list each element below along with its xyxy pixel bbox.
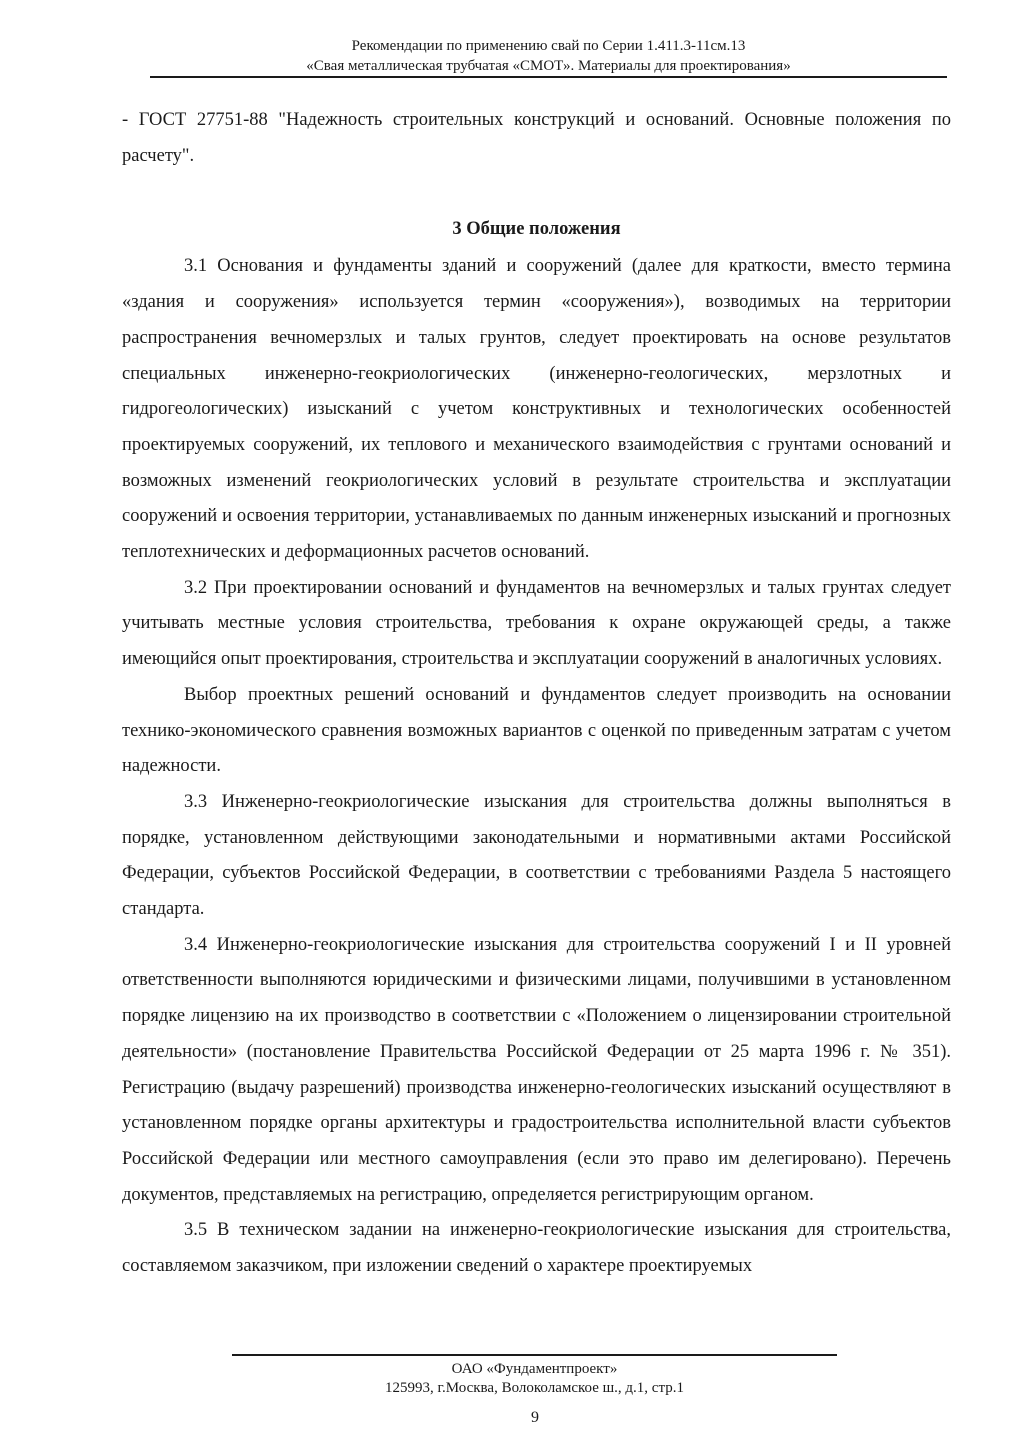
document-body xyxy=(122,103,951,1285)
header-line-2: «Свая металлическая трубчатая «СМОТ». Материалы для проектирования» xyxy=(306,58,791,74)
paragraph-3-2-continued: Выбор проектных решений оснований и фундаментов следует производить на основании технико-экономического сравнения возможных вариантов с оценкой по приведенным затратам с учетом надежности. xyxy=(122,684,951,777)
paragraph-3-1: 3.1 Основания и фундаменты зданий и сооружений (далее для краткости, вместо термина «здания и сооружения» используется термин «сооружения»), возводимых на территории распространения вечномерзлых и талых грунтов, следует проектировать на основе результатов специальных инженерно-геокриологических (инженерно-геологических, мерзлотных и гидрогеологических) изысканий с учетом конструктивных и технологических особенностей проектируемых сооружений, их теплового и механического взаимодействия с грунтами оснований и возможных изменений геокриологических условий в результате строительства и эксплуатации сооружений и освоения территории, устанавливаемых по данным инженерных изысканий и прогнозных теплотехнических и деформационных расчетов оснований. xyxy=(122,256,951,563)
paragraph-3-3: 3.3 Инженерно-геокриологические изыскания для строительства должны выполняться в порядке, установленном действующими законодательными и нормативными актами Российской Федерации, субъектов Российской Федерации, в соответствии с требованиями Раздела 5 настоящего стандарта. xyxy=(122,791,951,920)
running-footer xyxy=(232,1360,837,1398)
paragraph-3-2: 3.2 При проектировании оснований и фундаментов на вечномерзлых и талых грунтах следует учитывать местные условия строительства, требования к охране окружающей среды, а также имеющийся опыт проектирования, строительства и эксплуатации сооружений в аналогичных условиях. xyxy=(122,577,951,670)
section-title: 3 Общие положения xyxy=(452,219,621,240)
footer-organization: ОАО «Фундаментпроект» xyxy=(451,1361,618,1377)
header-line-1: Рекомендации по применению свай по Серии 1.411.3-11см.13 xyxy=(351,38,746,54)
footer-divider xyxy=(232,1354,837,1356)
header-divider xyxy=(150,76,947,78)
gost-reference: - ГОСТ 27751-88 "Надежность строительных конструкций и оснований. Основные положения по расчету". xyxy=(122,110,951,166)
running-header xyxy=(150,36,947,76)
page-number: 9 xyxy=(531,1409,539,1426)
paragraph-3-5: 3.5 В техническом задании на инженерно-геокриологические изыскания для строительства, составляемом заказчиком, при изложении сведений о характере проектируемых xyxy=(122,1220,951,1277)
footer-address: 125993, г.Москва, Волоколамское ш., д.1, стр.1 xyxy=(385,1380,684,1396)
paragraph-3-4: 3.4 Инженерно-геокриологические изыскания для строительства сооружений I и II уровней ответственности выполняются юридическими и физическими лицами, получившими в установленном порядке лицензию на их производство в соответствии с «Положением о лицензировании строительной деятельности» (постановление Правительства Российской Федерации от 25 марта 1996 г. № 351). Регистрацию (выдачу разрешений) производства инженерно-геологических изысканий осуществляют в установленном порядке органы архитектуры и градостроительства исполнительной власти субъектов Российской Федерации или местного самоуправления (если это право им делегировано). Перечень документов, представляемых на регистрацию, определяется регистрирующим органом. xyxy=(122,934,951,1205)
